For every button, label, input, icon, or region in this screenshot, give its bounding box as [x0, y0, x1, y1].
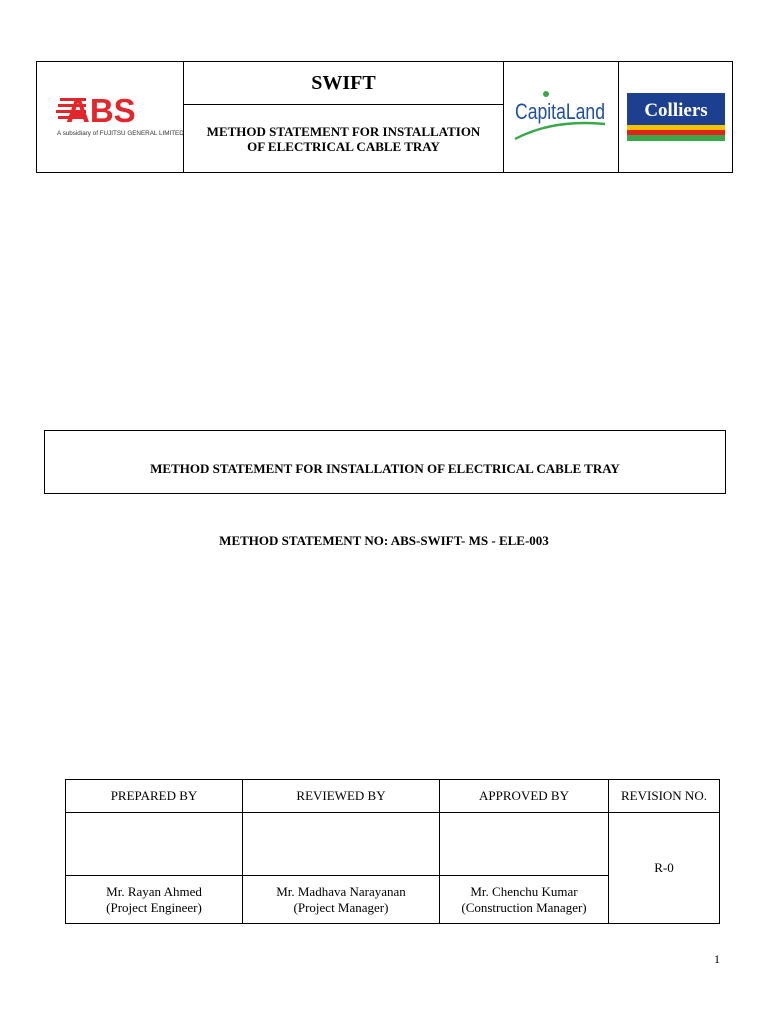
reviewer-name: Mr. Madhava Narayanan: [276, 883, 406, 899]
approver-name: Mr. Chenchu Kumar: [470, 883, 578, 899]
header-approved-by: APPROVED BY: [440, 780, 609, 813]
preparer-name: Mr. Rayan Ahmed: [106, 883, 202, 899]
document-title: [184, 105, 504, 173]
abs-tagline: A subsidiary of FUJITSU GENERAL LIMITED: [57, 130, 184, 137]
signature-reviewed: [243, 813, 440, 876]
signature-approved: [440, 813, 609, 876]
capitaland-logo: [513, 89, 609, 145]
reviewer-cell: [243, 876, 440, 924]
approval-table: [65, 779, 720, 924]
method-statement-number: [0, 533, 768, 549]
title-box: [44, 430, 726, 494]
header-prepared-by: PREPARED BY: [66, 780, 243, 813]
title-box-text: METHOD STATEMENT FOR INSTALLATION OF ELECTRICAL CABLE TRAY: [150, 461, 620, 476]
colliers-logo-cell: [619, 62, 733, 173]
preparer-role: (Project Engineer): [106, 899, 202, 915]
reviewer-role: (Project Manager): [293, 899, 389, 915]
abs-logo-cell: [37, 62, 184, 173]
capitaland-logo-cell: [504, 62, 619, 173]
header-revision-no: REVISION NO.: [609, 780, 720, 813]
colliers-logo-text: Colliers: [643, 100, 708, 121]
preparer-cell: [66, 876, 243, 924]
approver-cell: [440, 876, 609, 924]
document-title-line2: OF ELECTRICAL CABLE TRAY: [247, 138, 440, 154]
abs-logo: [56, 92, 184, 140]
header-table: [36, 61, 733, 173]
signature-prepared: [66, 813, 243, 876]
method-statement-number-text: METHOD STATEMENT NO: ABS-SWIFT- MS - ELE-003: [219, 533, 549, 548]
page-number: 1: [714, 952, 720, 966]
capitaland-logo-text: CapitaLand: [515, 99, 605, 124]
colliers-logo: [627, 93, 725, 141]
approver-role: (Construction Manager): [461, 899, 587, 915]
revision-value: R-0: [609, 813, 720, 924]
header-reviewed-by: REVIEWED BY: [243, 780, 440, 813]
document-title-line1: METHOD STATEMENT FOR INSTALLATION: [206, 123, 481, 139]
project-title: SWIFT: [184, 62, 504, 105]
abs-logo-text: ABS: [66, 92, 136, 129]
